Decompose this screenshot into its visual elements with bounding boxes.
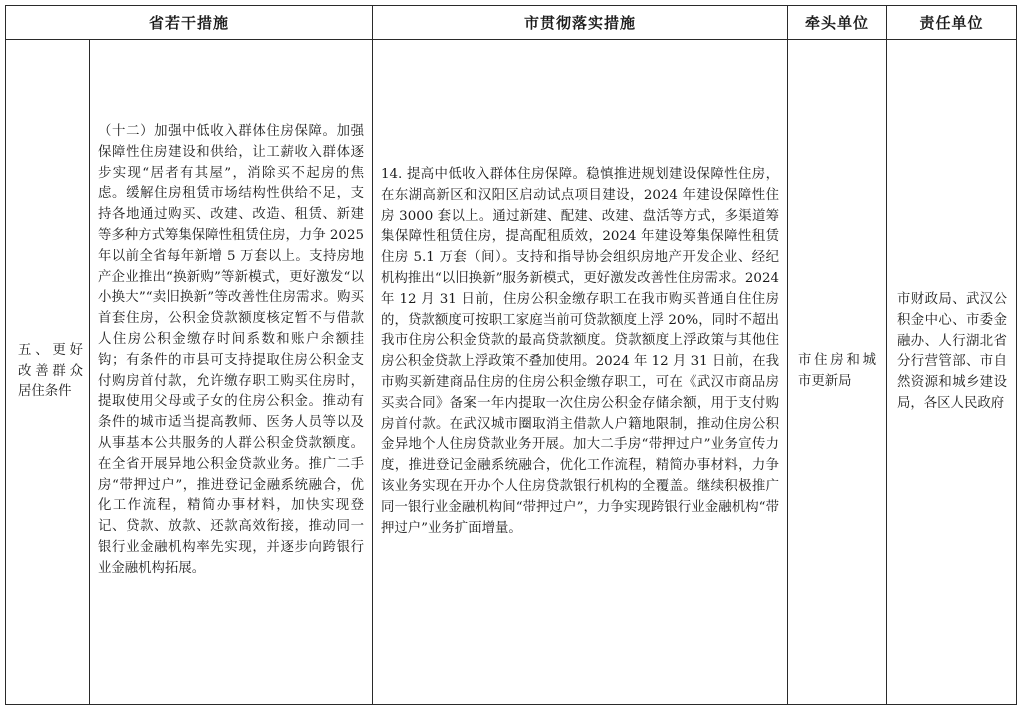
lead-unit-text: 市住房和城市更新局	[798, 353, 876, 389]
header-province-measures: 省若干措施	[148, 14, 229, 32]
category-cell	[6, 40, 89, 704]
city-measure-cell	[373, 40, 787, 704]
header-city-measures: 市贯彻落实措施	[523, 14, 636, 32]
responsible-units-text: 市财政局、武汉公积金中心、市委金融办、人行湖北省分行营管部、市自然资源和城乡建设局，各区人民政府	[897, 292, 1007, 411]
responsible-units-cell	[887, 40, 1016, 704]
province-measure-text: （十二）加强中低收入群体住房保障。加强保障性住房建设和供给，让工薪收入群体逐步实现“居者有其屋”，消除买不起房的焦虑。缓解住房租赁市场结构性供给不足，支持各地通过购买、改建、改造、租赁、新建等多种方式筹集保障性租赁住房，力争 2025 年以前全省每年新增 5 万套以上。支持房地产企业推出“换新购”等新模式，更好激发“以小换大”“卖旧换新”等改善性住房需求。购买首套住房，公积金贷款额度核定暂不与借款人住房公积金缴存时间系数和账户余额挂钩；有条件的市县可支持提取住房公积金支付购房首付款，允许缴存职工购买住房时，提取使用父母或子女的住房公积金。推动有条件的城市适当提高教师、医务人员等以及从事基本公共服务的人群公积金贷款额度。在全省开展异地公积金贷款业务。推广二手房“带押过户”，推进登记金融系统融合，优化工作流程，精简办事材料，加快实现登记、贷款、放款、还款高效衔接，推动同一银行业金融机构率先实现，并逐步向跨银行业金融机构拓展。	[98, 124, 364, 576]
province-measure-cell	[90, 40, 372, 704]
table-bottom-border	[5, 704, 1017, 705]
header-lead-unit: 牵头单位	[804, 14, 869, 32]
city-measure-text: 14. 提高中低收入群体住房保障。稳慎推进规划建设保障性住房，在东湖高新区和汉阳区启动试点项目建设，2024 年建设保障性住房 3000 套以上。通过新建、配建、改建、盘活等方式，多渠道筹集保障性租赁住房，提高配租质效，2024 年建设筹集保障性租赁住房 5.1 万套（间）。支持和指导协会组织房地产开发企业、经纪机构推出“以旧换新”服务新模式，更好激发改善性住房需求。2024 年 12 月 31 日前，住房公积金缴存职工在我市购买普通自住住房的，贷款额度可按职工家庭当前可贷款额度上浮 20%，同时不超出我市住房公积金贷款的最高贷款额度。贷款额度上浮政策与其他住房公积金贷款上浮政策不叠加使用。2024 年 12 月 31 日前，在我市购买新建商品住房的住房公积金缴存职工，可在《武汉市商品房买卖合同》备案一年内提取一次住房公积金存储余额，用于支付购房首付款。在武汉城市圈取消主借款人户籍地限制，推动住房公积金异地个人住房贷款业务开展。加大二手房“带押过户”业务宣传力度，推进登记金融系统融合，优化工作流程，精简办事材料，力争该业务实现在开办个人住房贷款银行机构的全覆盖。继续积极推广同一银行业金融机构间“带押过户”，力争实现跨银行业金融机构“带押过户”业务扩面增量。	[381, 167, 779, 536]
header-responsible-unit: 责任单位	[919, 14, 984, 32]
lead-unit-cell	[788, 40, 886, 704]
category-text: 五、更好改善群众居住条件	[18, 342, 83, 400]
col-border-right	[1016, 5, 1017, 705]
